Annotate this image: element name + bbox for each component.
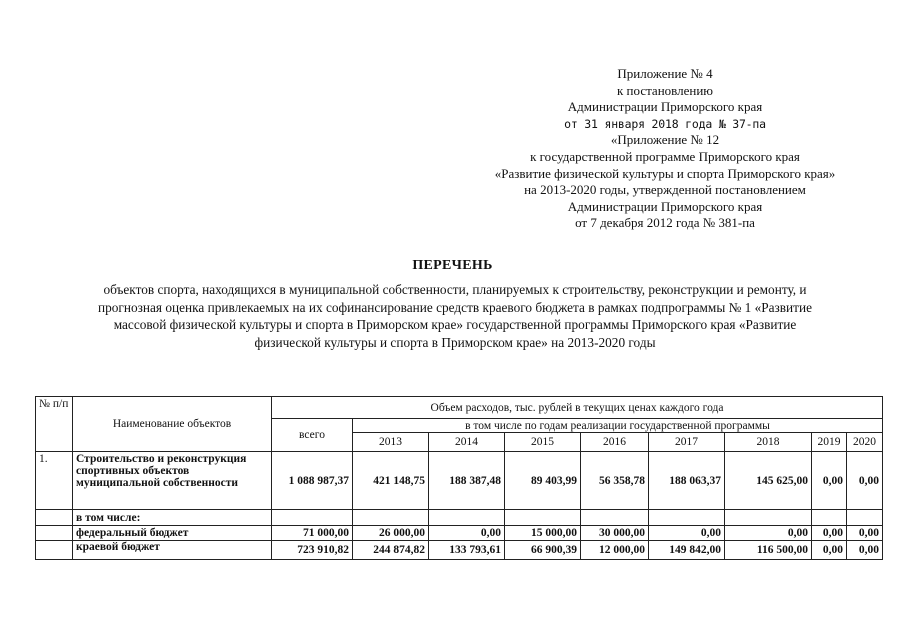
header-year: 2013 bbox=[353, 433, 429, 452]
row-num: 1. bbox=[36, 452, 73, 510]
appendix-line: «Приложение № 12 bbox=[610, 132, 720, 148]
row-value: 0,00 bbox=[429, 526, 505, 541]
appendix-line: к постановлению bbox=[616, 82, 714, 98]
table-row bbox=[36, 526, 883, 541]
row-value: 0,00 bbox=[812, 452, 847, 510]
row-value: 149 842,00 bbox=[649, 541, 725, 560]
row-value: 421 148,75 bbox=[353, 452, 429, 510]
row-value: 12 000,00 bbox=[581, 541, 649, 560]
row-name: в том числе: bbox=[73, 510, 272, 526]
row-num bbox=[36, 541, 73, 560]
row-value: 30 000,00 bbox=[581, 526, 649, 541]
appendix-date-stamp: от 31 января 2018 года № 37-па bbox=[564, 116, 766, 131]
row-name: Строительство и реконструкция спортивных объектов муниципальной собственности bbox=[73, 452, 272, 510]
row-total: 71 000,00 bbox=[272, 526, 353, 541]
row-value: 66 900,39 bbox=[505, 541, 581, 560]
row-value bbox=[581, 510, 649, 526]
subtitle-line: прогнозная оценка привлекаемых на их софинансирование средств краевого бюджета в рамках подпрограммы № 1 «Развитие bbox=[98, 299, 812, 315]
row-value: 188 387,48 bbox=[429, 452, 505, 510]
row-name: федеральный бюджет bbox=[73, 526, 272, 541]
row-value: 15 000,00 bbox=[505, 526, 581, 541]
row-value bbox=[505, 510, 581, 526]
row-value: 133 793,61 bbox=[429, 541, 505, 560]
header-total: всего bbox=[272, 419, 353, 452]
header-year: 2015 bbox=[505, 433, 581, 452]
header-year: 2019 bbox=[812, 433, 847, 452]
document-subtitle bbox=[20, 281, 890, 351]
row-total: 723 910,82 bbox=[272, 541, 353, 560]
row-value: 0,00 bbox=[847, 526, 883, 541]
table-row bbox=[36, 541, 883, 560]
subtitle-line: физической культуры и спорта в Приморском крае» на 2013-2020 годы bbox=[254, 334, 656, 350]
row-value: 116 500,00 bbox=[725, 541, 812, 560]
row-value: 56 358,78 bbox=[581, 452, 649, 510]
row-value: 145 625,00 bbox=[725, 452, 812, 510]
appendix-line: к государственной программе Приморского края bbox=[530, 148, 800, 164]
table-row bbox=[36, 510, 883, 526]
header-year: 2018 bbox=[725, 433, 812, 452]
appendix-line: Приложение № 4 bbox=[617, 66, 713, 81]
header-by-years: в том числе по годам реализации государственной программы bbox=[353, 419, 883, 433]
row-num bbox=[36, 510, 73, 526]
appendix-line: от 7 декабря 2012 года № 381-па bbox=[575, 215, 755, 231]
header-name: Наименование объектов bbox=[73, 397, 272, 452]
row-value: 0,00 bbox=[812, 541, 847, 560]
document-title: ПЕРЕЧЕНЬ bbox=[412, 258, 493, 273]
row-value: 89 403,99 bbox=[505, 452, 581, 510]
row-value bbox=[812, 510, 847, 526]
row-name: краевой бюджет bbox=[73, 541, 272, 560]
row-value bbox=[353, 510, 429, 526]
row-value: 188 063,37 bbox=[649, 452, 725, 510]
appendix-line: Администрации Приморского края bbox=[567, 198, 763, 214]
appendix-line: на 2013-2020 годы, утвержденной постановлением bbox=[524, 182, 806, 198]
row-value: 0,00 bbox=[812, 526, 847, 541]
row-value: 244 874,82 bbox=[353, 541, 429, 560]
subtitle-line: объектов спорта, находящихся в муниципальной собственности, планируемых к строительству, реконструкции и ремонту, и bbox=[103, 282, 807, 297]
header-year: 2017 bbox=[649, 433, 725, 452]
row-value bbox=[725, 510, 812, 526]
objects-table bbox=[35, 396, 883, 560]
appendix-line: «Развитие физической культуры и спорта Приморского края» bbox=[494, 165, 836, 181]
row-value: 0,00 bbox=[847, 452, 883, 510]
header-expenses: Объем расходов, тыс. рублей в текущих ценах каждого года bbox=[272, 397, 883, 419]
row-num bbox=[36, 526, 73, 541]
row-value: 0,00 bbox=[847, 541, 883, 560]
header-num: № п/п bbox=[36, 397, 73, 452]
row-value bbox=[649, 510, 725, 526]
subtitle-line: массовой физической культуры и спорта в Приморском крае» государственной программы Приморского края «Развитие bbox=[113, 317, 797, 332]
row-value: 26 000,00 bbox=[353, 526, 429, 541]
appendix-header bbox=[455, 66, 875, 232]
row-total: 1 088 987,37 bbox=[272, 452, 353, 510]
header-year: 2014 bbox=[429, 433, 505, 452]
appendix-line: Администрации Приморского края bbox=[567, 99, 763, 115]
table-header-row bbox=[36, 397, 883, 419]
row-value: 0,00 bbox=[649, 526, 725, 541]
row-value: 0,00 bbox=[725, 526, 812, 541]
header-year: 2016 bbox=[581, 433, 649, 452]
row-value bbox=[847, 510, 883, 526]
row-value bbox=[429, 510, 505, 526]
table-row bbox=[36, 452, 883, 510]
header-year: 2020 bbox=[847, 433, 883, 452]
row-total bbox=[272, 510, 353, 526]
